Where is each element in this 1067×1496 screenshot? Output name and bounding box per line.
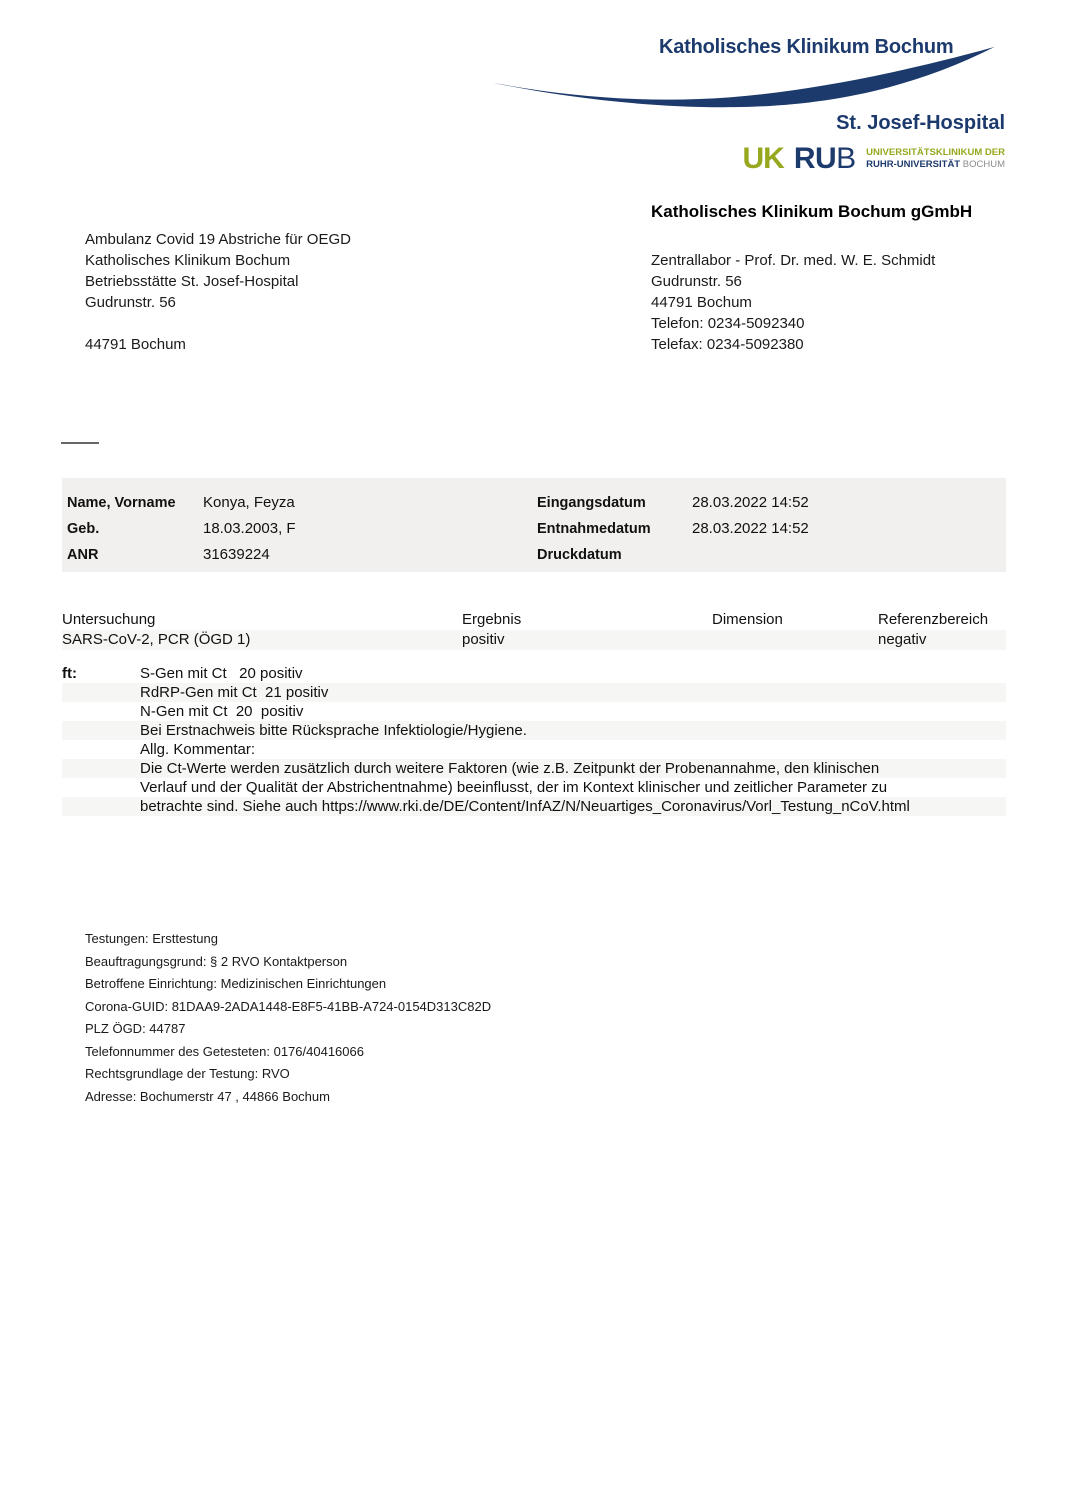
patient-info-panel (62, 478, 1006, 572)
logo-swoosh-icon (484, 44, 1006, 112)
sender-company-name: Katholisches Klinikum Bochum gGmbH (651, 202, 973, 221)
results-header-row (62, 610, 1006, 630)
patient-row (62, 490, 1006, 516)
result-row (62, 630, 1006, 650)
info-line: Rechtsgrundlage der Testung: RVO (85, 1066, 290, 1081)
ukrub-logo (742, 142, 1005, 176)
patient-row (62, 516, 1006, 542)
recipient-city: 44791 Bochum (85, 336, 186, 353)
recipient-address-block (85, 229, 351, 355)
patient-row (62, 542, 1006, 568)
info-line: Testungen: Ersttestung (85, 931, 218, 946)
footnote-line: betrachte sind. Siehe auch https://www.rki.de/DE/Content/InfAZ/N/Neuartiges_Coronavirus/Vorl_Testung_nCoV.html (62, 797, 1006, 816)
header-ergebnis: Ergebnis (462, 611, 522, 628)
header-referenzbereich: Referenzbereich (878, 611, 989, 628)
university-caption: UNIVERSITÄTSKLINIKUM DER RUHR-UNIVERSITÄT BOCHUM (866, 147, 1005, 170)
sender-address-block (651, 250, 935, 355)
print-date-label: Druckdatum (537, 547, 622, 563)
footnote-line: Verlauf und der Qualität der Abstrichentnahme) beeinflusst, der im Kontext klinischer und zeitlicher Parameter zu (140, 779, 888, 796)
info-line: Telefonnummer des Getesteten: 0176/40416066 (85, 1043, 364, 1059)
footnote-block (62, 664, 1006, 816)
info-line: Corona-GUID: 81DAA9-2ADA1448-E8F5-41BB-A724-0154D313C82D (85, 998, 492, 1014)
result-test-name: SARS-CoV-2, PCR (ÖGD 1) (62, 631, 251, 648)
sender-line: 44791 Bochum (651, 294, 752, 311)
patient-name-value: Konya, Feyza (203, 494, 295, 511)
recipient-line: Betriebsstätte St. Josef-Hospital (85, 273, 299, 290)
info-line: Beauftragungsgrund: § 2 RVO Kontaktperson (85, 953, 348, 969)
sample-date-label: Entnahmedatum (537, 521, 651, 537)
patient-name-label: Name, Vorname (67, 495, 176, 511)
header-untersuchung: Untersuchung (62, 611, 156, 628)
rub-logo-text: RUB (793, 142, 857, 175)
recipient-line: Katholisches Klinikum Bochum (85, 252, 291, 269)
clinic-brand-text: Katholisches Klinikum Bochum (659, 36, 954, 58)
sender-line: Zentrallabor - Prof. Dr. med. W. E. Schmidt (651, 252, 936, 269)
entry-date-value: 28.03.2022 14:52 (692, 494, 809, 511)
info-line: Adresse: Bochumerstr 47 , 44866 Bochum (85, 1088, 330, 1104)
anr-label: ANR (67, 547, 99, 563)
entry-date-label: Eingangsdatum (537, 495, 646, 511)
hospital-name: St. Josef-Hospital (836, 112, 1005, 134)
footnote-line: Bei Erstnachweis bitte Rücksprache Infektiologie/Hygiene. (62, 721, 1006, 740)
anr-value: 31639224 (203, 546, 270, 563)
results-table (62, 610, 1006, 650)
test-admin-info-block (85, 928, 491, 1108)
birthdate-label: Geb. (67, 521, 100, 537)
footnote-line: S-Gen mit Ct 20 positiv (140, 665, 303, 682)
fold-mark-line (61, 442, 99, 444)
recipient-line: Ambulanz Covid 19 Abstriche für OEGD (85, 231, 351, 248)
footnote-line: N-Gen mit Ct 20 positiv (140, 703, 304, 720)
print-date-value (692, 542, 1006, 568)
result-value: positiv (462, 631, 505, 648)
footnote-label: ft: (62, 665, 77, 682)
info-line: Betroffene Einrichtung: Medizinischen Einrichtungen (85, 976, 387, 991)
result-reference: negativ (878, 631, 927, 648)
footnote-line: RdRP-Gen mit Ct 21 positiv (62, 683, 1006, 702)
uk-logo-text: UK (742, 142, 784, 175)
footnote-line: Allg. Kommentar: (140, 741, 256, 758)
sender-line: Telefax: 0234-5092380 (651, 336, 804, 353)
info-line: PLZ ÖGD: 44787 (85, 1021, 186, 1036)
birthdate-value: 18.03.2003, F (203, 520, 296, 537)
recipient-line: Gudrunstr. 56 (85, 294, 176, 311)
footnote-line: Die Ct-Werte werden zusätzlich durch weitere Faktoren (wie z.B. Zeitpunkt der Probenannahme, den klinischen (62, 759, 1006, 778)
sample-date-value: 28.03.2022 14:52 (692, 520, 809, 537)
sender-line: Gudrunstr. 56 (651, 273, 742, 290)
header-dimension: Dimension (712, 611, 783, 628)
sender-line: Telefon: 0234-5092340 (651, 315, 805, 332)
